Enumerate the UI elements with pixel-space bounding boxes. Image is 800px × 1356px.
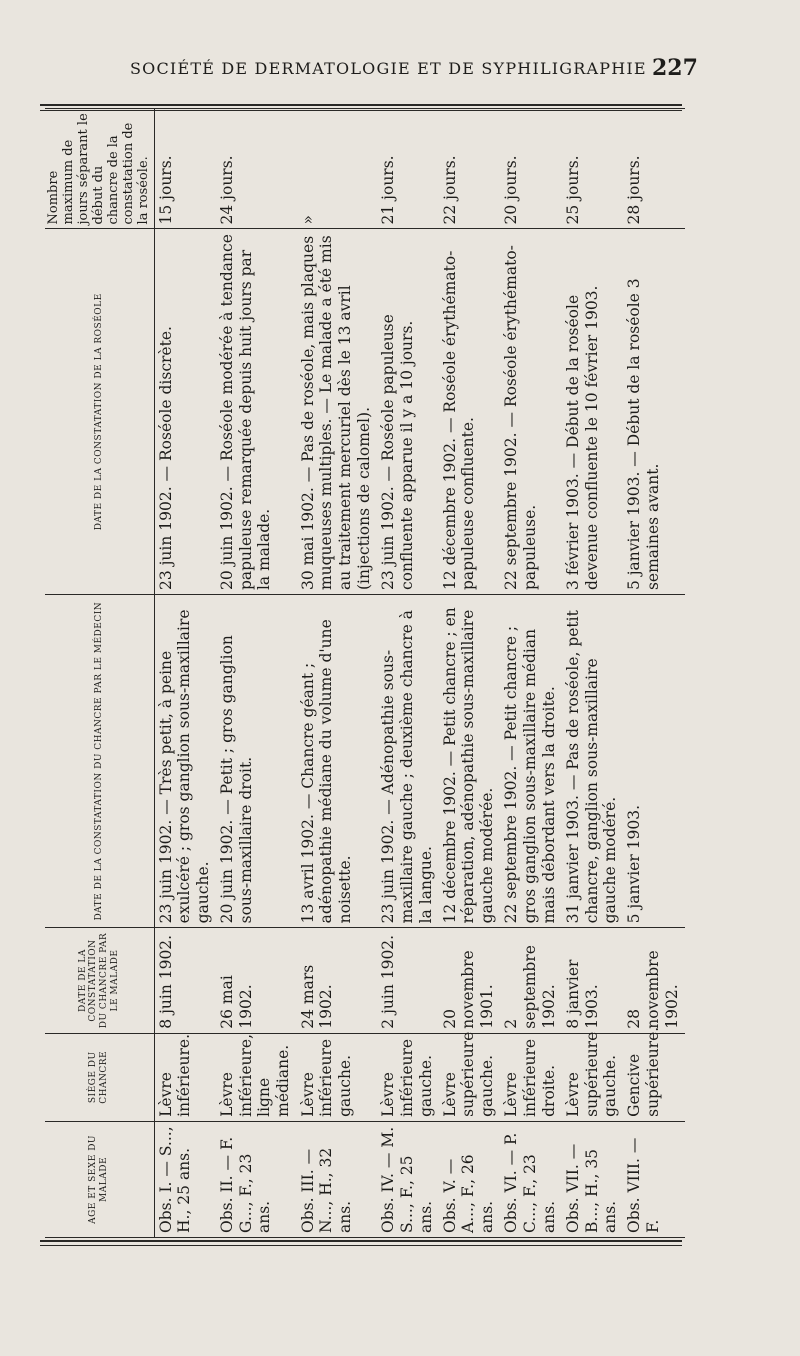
cell-site: Lèvre supérieure gauche. xyxy=(439,1033,501,1121)
cell-date-patient: 8 juin 1902. xyxy=(154,928,216,1033)
running-title: SOCIÉTÉ DE DERMATOLOGIE ET DE SYPHILIGRAPHIE xyxy=(130,59,647,78)
cell-days: » xyxy=(297,109,378,229)
table-row xyxy=(216,109,297,1238)
cell-date-doctor: 20 juin 1902. — Petit ; gros ganglion sous-maxillaire droit. xyxy=(216,595,297,928)
cell-patient: Obs. VI. — P. C..., F., 23 ans. xyxy=(500,1121,562,1237)
cell-days: 28 jours. xyxy=(623,109,685,229)
rotated-table-wrapper xyxy=(45,108,685,1238)
cell-days: 22 jours. xyxy=(439,109,501,229)
cell-patient: Obs. I. — S..., H., 25 ans. xyxy=(154,1121,216,1237)
cell-date-patient: 24 mars 1902. xyxy=(297,928,378,1033)
cell-roseola: 5 janvier 1903. — Début de la roséole 3 semaines avant. xyxy=(623,229,685,595)
cell-date-doctor: 13 avril 1902. — Chancre géant ; adénopathie médiane du volume d'une noisette. xyxy=(297,595,378,928)
cell-days: 24 jours. xyxy=(216,109,297,229)
cell-patient: Obs. VII. — B..., H., 35 ans. xyxy=(562,1121,624,1237)
cell-site: Lèvre supérieure gauche. xyxy=(562,1033,624,1121)
column-header-site: SIÈGE DU CHANCRE xyxy=(45,1033,154,1121)
cell-roseola: 23 juin 1902. — Roséole discrète. xyxy=(154,229,216,595)
table-row xyxy=(297,109,378,1238)
cell-roseola: 23 juin 1902. — Roséole papuleuse confluente apparue il y a 10 jours. xyxy=(377,229,439,595)
cell-patient: Obs. VIII. — F. xyxy=(623,1121,685,1237)
table-row xyxy=(154,109,216,1238)
cell-site: Lèvre inférieure droite. xyxy=(500,1033,562,1121)
cell-date-patient: 2 juin 1902. xyxy=(377,928,439,1033)
bottom-rule xyxy=(40,1240,682,1242)
cell-patient: Obs. II. — F. G..., F., 23 ans. xyxy=(216,1121,297,1237)
cell-date-doctor: 23 juin 1902. — Très petit, à peine exulcéré ; gros ganglion sous-maxillaire gauche. xyxy=(154,595,216,928)
table-row xyxy=(623,109,685,1238)
cell-days: 20 jours. xyxy=(500,109,562,229)
cell-roseola: 12 décembre 1902. — Roséole érythémato-papuleuse confluente. xyxy=(439,229,501,595)
top-rule xyxy=(40,104,682,106)
cell-days: 21 jours. xyxy=(377,109,439,229)
cell-patient: Obs. V. — A..., F., 26 ans. xyxy=(439,1121,501,1237)
cell-date-doctor: 23 juin 1902. — Adénopathie sous-maxillaire gauche ; deuxième chancre à la langue. xyxy=(377,595,439,928)
cell-days: 25 jours. xyxy=(562,109,624,229)
cell-roseola: 30 mai 1902. — Pas de roséole, mais plaques muqueuses multiples. — Le malade a été mis au traitement mercuriel dès le 13 avril (injections de calomel). xyxy=(297,229,378,595)
cell-site: Lèvre inférieure gauche. xyxy=(377,1033,439,1121)
page-header xyxy=(0,55,800,87)
cell-date-doctor: 22 septembre 1902. — Petit chancre ; gros ganglion sous-maxillaire médian mais débordant vers la droite. xyxy=(500,595,562,928)
column-header-days: Nombre maximum de jours séparant le début du chancre de la constatation de la roséole. xyxy=(45,109,154,229)
table-row xyxy=(377,109,439,1238)
table-row xyxy=(562,109,624,1238)
cell-site: Gencive supérieure. xyxy=(623,1033,685,1121)
cell-site: Lèvre inférieure, ligne médiane. xyxy=(216,1033,297,1121)
table-row xyxy=(439,109,501,1238)
cell-patient: Obs. III. — N..., H., 32 ans. xyxy=(297,1121,378,1237)
cell-days: 15 jours. xyxy=(154,109,216,229)
table-header-row xyxy=(45,109,154,1238)
column-header-date-doctor: DATE DE LA CONSTATATION DU CHANCRE PAR LE MÉDECIN xyxy=(45,595,154,928)
cell-date-doctor: 5 janvier 1903. xyxy=(623,595,685,928)
cell-roseola: 20 juin 1902. — Roséole modérée à tendance papuleuse remarquée depuis huit jours par la malade. xyxy=(216,229,297,595)
observations-table xyxy=(45,108,685,1238)
column-header-roseola: DATE DE LA CONSTATATION DE LA ROSÉOLE xyxy=(45,229,154,595)
bottom-rule-inner xyxy=(40,1245,682,1246)
table-row xyxy=(500,109,562,1238)
column-header-patient: AGE ET SEXE DU MALADE xyxy=(45,1121,154,1237)
cell-site: Lèvre inférieure. xyxy=(154,1033,216,1121)
cell-date-patient: 20 novembre 1901. xyxy=(439,928,501,1033)
cell-date-doctor: 12 décembre 1902. — Petit chancre ; en réparation, adénopathie sous-maxillaire gauche modérée. xyxy=(439,595,501,928)
column-header-date-patient: DATE DE LA CONSTATATION DU CHANCRE PAR LE MALADE xyxy=(45,928,154,1033)
cell-patient: Obs. IV. — M. S..., F., 25 ans. xyxy=(377,1121,439,1237)
cell-date-doctor: 31 janvier 1903. — Pas de roséole, petit chancre, ganglion sous-maxillaire gauche modéré. xyxy=(562,595,624,928)
page-number: 227 xyxy=(652,55,698,81)
cell-date-patient: 2 septembre 1902. xyxy=(500,928,562,1033)
cell-roseola: 22 septembre 1902. — Roséole érythémato-papuleuse. xyxy=(500,229,562,595)
cell-site: Lèvre inférieure gauche. xyxy=(297,1033,378,1121)
cell-date-patient: 26 mai 1902. xyxy=(216,928,297,1033)
cell-date-patient: 8 janvier 1903. xyxy=(562,928,624,1033)
cell-roseola: 3 février 1903. — Début de la roséole devenue confluente le 10 février 1903. xyxy=(562,229,624,595)
cell-date-patient: 28 novembre 1902. xyxy=(623,928,685,1033)
